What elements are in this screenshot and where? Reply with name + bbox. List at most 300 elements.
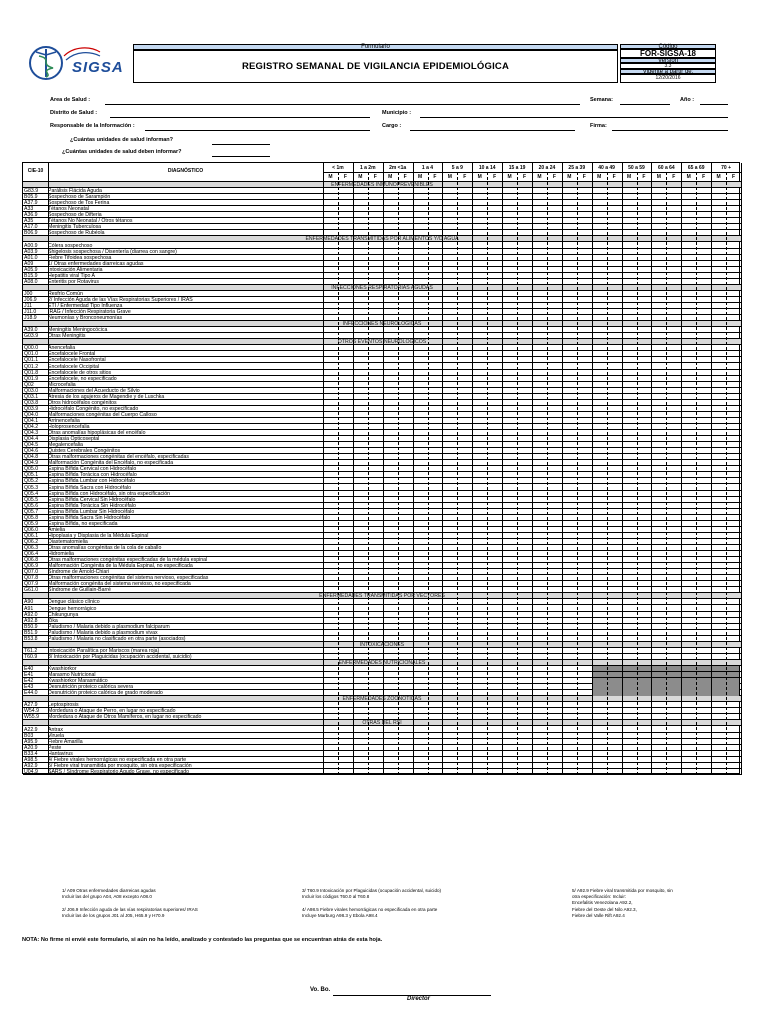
cie-code: Q05.8: [24, 514, 39, 521]
cie-code: J11.0: [24, 309, 37, 316]
sex-header-f: F: [343, 174, 347, 180]
diagnosis: ETI / Enfermedad Tipo Influenza: [48, 303, 123, 309]
age-group-header: 40 a 49: [598, 165, 615, 171]
age-group-header: 65 a 69: [687, 165, 705, 171]
cie-code: A33: [24, 206, 34, 213]
section-header: INTOXICACIONES: [23, 642, 741, 648]
note-3b: Incluir los códigos T60.0 al T60.8: [302, 894, 370, 899]
code-value: FOR-SIGSA-18: [620, 49, 716, 58]
sex-header-f: F: [731, 174, 736, 180]
diagnosis: 4/ Fiebre virales hemorrágicas no especificada en otra parte: [48, 756, 187, 763]
diagnosis: Desnutrición proteico calórica de grado moderado: [48, 690, 163, 697]
sex-header-f: F: [642, 174, 646, 180]
cie-code: A92.9: [24, 762, 38, 769]
cie-code: B05.9: [24, 194, 38, 201]
sex-divider: [487, 172, 488, 775]
diagnosis: Espina Bífida Torácica Sin Hidrocéfalo: [48, 502, 136, 509]
section-header: INFECCIONES NEUROLÓGICAS: [23, 321, 741, 327]
sex-header-m: M: [686, 174, 691, 180]
diagnosis: Atresia de los agujeros de Magendie y de Luschka: [48, 393, 165, 400]
cie-code: B03: [24, 732, 34, 739]
cie-code: B50.9: [24, 623, 38, 630]
cie-code: Q04.8: [24, 454, 39, 461]
cie-code: Q01.0: [24, 351, 39, 358]
note-4b: Incluye Marburg A98.3 y Ebola A98.4: [302, 913, 378, 918]
firma-input[interactable]: [612, 130, 728, 131]
col-divider: [622, 163, 623, 775]
diagnosis: Sospechoso de Tos Ferina: [48, 200, 110, 207]
col-divider: [711, 163, 712, 775]
note-5d: Fiebre del Oeste del Nilo A92.3,: [572, 907, 637, 912]
cie-code: A20.9: [24, 744, 38, 751]
sex-header-m: M: [477, 174, 482, 180]
sex-header-f: F: [522, 174, 527, 180]
sex-divider: [368, 172, 369, 775]
cie-code: B51.9: [24, 629, 38, 636]
cie-code: Q05.6: [24, 502, 39, 509]
age-group-header: 20 a 24: [538, 165, 556, 171]
section-header: INFECCIONES RESPIRATORIAS AGUDAS: [23, 285, 741, 291]
diagnosis: Intoxicación Alimentaria: [48, 266, 103, 273]
vigente-label: Vigente a partir de:: [620, 69, 716, 74]
cie-code: T61.2: [24, 647, 38, 654]
sex-divider: [547, 172, 548, 775]
diagnosis: Otras anomalías hipoplásicas del encéfalo: [48, 430, 146, 437]
area-label: Area de Salud :: [50, 97, 91, 103]
sex-header-m: M: [597, 174, 602, 180]
cie-code: A17.0: [24, 224, 38, 231]
diagnosis: Malformaciones congénitas del Cuerpo Calloso: [48, 411, 157, 418]
sex-divider: [577, 172, 578, 775]
diagnosis: Fiebre Amarilla: [48, 738, 83, 745]
municipio-input[interactable]: [420, 117, 728, 118]
cie-code: Q02: [24, 381, 34, 388]
diagnosis: Espina Bífida Cervical con Hidrocéfalo: [48, 466, 137, 473]
diagnosis: Mordedura o Ataque de Otros Mamíferos, en lugar no especificado: [48, 714, 202, 721]
diagnosis: Arrinencefalia: [48, 417, 80, 424]
sex-header-m: M: [567, 174, 572, 180]
cie-code: Q01.2: [24, 363, 39, 370]
cie-code: A22.9: [24, 726, 38, 733]
diagnosis: Dengue hemorrágico: [48, 605, 97, 612]
code-label: Código: [620, 44, 716, 49]
age-group-header: 60 a 64: [658, 165, 675, 171]
sex-header-f: F: [672, 174, 676, 180]
responsable-input[interactable]: [145, 130, 370, 131]
diagnosis: Leptospirosis: [48, 702, 79, 709]
cie-code: G61.0: [24, 587, 39, 594]
note-5a: 5/ A92.9 Fiebre viral transmitida por mosquito, sin: [572, 888, 673, 893]
sex-header-f: F: [552, 174, 556, 180]
version-value: 3.3: [620, 63, 716, 69]
sex-divider: [398, 172, 399, 775]
col-divider: [502, 163, 503, 775]
distrito-label: Distrito de Salud :: [50, 110, 98, 116]
sex-header-m: M: [358, 174, 363, 180]
cie-code: W54.9: [24, 708, 39, 715]
diagnosis: Sospechoso de Rubéola: [48, 230, 105, 237]
shaded-cells: [592, 666, 739, 671]
sex-header-f: F: [582, 174, 586, 180]
cie-code: J00: [24, 290, 33, 297]
cie-code: B33.4: [24, 750, 38, 757]
cie-code: Q06.2: [24, 538, 39, 545]
col-divider: [532, 163, 533, 775]
version-label: Versión: [620, 58, 716, 63]
diagnosis: Resfrío Común: [48, 290, 83, 297]
age-group-header: 70 +: [721, 165, 731, 171]
cie-code: Q01.8: [24, 369, 39, 376]
diagnosis: Peste: [48, 744, 62, 751]
section-header: ENFERMEDADES TRANSMITIDAS POR VECTORES: [23, 593, 741, 599]
diagnosis: 1/ Otras enfermedades diarreicas agudas: [48, 260, 144, 267]
responsable-label: Responsable de la Información :: [50, 123, 135, 129]
cie-code: J18.9: [24, 315, 37, 322]
diagnosis: Paludismo / Malaria debido a plasmodium falciparum: [48, 623, 170, 630]
cie-code: A39.0: [24, 327, 38, 334]
cie-code: W55.9: [24, 714, 39, 721]
director-label: Director: [407, 996, 431, 1002]
diagnosis: Espina Bífida con Hidrocéfalo, sin otra especificación: [48, 490, 170, 497]
diagnosis: Displasia Opticoseptal: [48, 436, 100, 443]
diagnosis: Encefalocele Occipital: [48, 363, 100, 370]
sex-header-m: M: [537, 174, 542, 180]
diagnosis: Espina Bífida Lumbar con Hidrocéfalo: [48, 478, 136, 485]
diagnosis: Espina Bífida Sacra con Hidrocéfalo: [48, 484, 132, 491]
age-group-header: 50 a 59: [628, 165, 645, 171]
cie-code: Q03.8: [24, 399, 39, 406]
diagnosis: Espina Bífida Sacra Sin Hidrocéfalo: [48, 514, 131, 521]
diagnosis: IRAG / Infección Respiratoria Grave: [48, 309, 131, 316]
cie-code: Q06.8: [24, 557, 39, 564]
sex-header-m: M: [417, 174, 423, 180]
diagnosis: Quistes Cerebrales Congénitos: [48, 448, 121, 455]
note-5c: Encefalitis Venezolana A92.2,: [572, 900, 633, 905]
sex-divider: [428, 172, 429, 775]
col-divider: [472, 163, 473, 775]
cie-code: Q00.0: [24, 345, 39, 352]
note-5e: Fiebre del Valle Rift A92.4: [572, 913, 625, 918]
diagnosis: Mordedura o Ataque de Perro, en lugar no especificado: [48, 708, 176, 715]
diagnosis: Otros hidrocéfalos congénitos: [48, 399, 117, 406]
col-divider: [651, 163, 652, 775]
anio-input[interactable]: [700, 104, 728, 105]
diagnosis: Síndrome de Guillain-Barré: [48, 587, 111, 594]
shaded-cells: [592, 672, 739, 677]
sex-divider: [607, 172, 608, 775]
cie-code: A03.9: [24, 248, 38, 255]
section-header: ENFERMEDADES ZOONÓTICAS: [23, 696, 741, 702]
diagnosis: Megalencefalia: [48, 442, 83, 449]
cie-code: Q03.0: [24, 387, 39, 394]
sex-divider: [517, 172, 518, 775]
age-group-header: 2m <1a: [389, 165, 407, 171]
diagnosis: Meningitis Meningocócica: [48, 327, 108, 334]
diagnosis: Encefalocele, no especificado: [48, 375, 117, 382]
anio-label: Año :: [680, 97, 695, 103]
cie-code: Q06.9: [24, 563, 39, 570]
cie-code: E42: [24, 678, 34, 685]
col-divider: [383, 163, 384, 775]
cie-code: J06.9: [24, 296, 37, 303]
age-group-header: 1 a 4: [421, 165, 434, 171]
diagnosis: SARS / Síndrome Respiratorio Agudo Grave, no especificado: [48, 768, 190, 775]
diagnosis: Hidromielia: [48, 551, 74, 558]
diagnosis: Amielia: [48, 526, 66, 533]
semana-label: Semana:: [590, 97, 613, 103]
note-1b: Incluir las del grupo A04, A08 excepto A08.0: [62, 894, 152, 899]
diagnosis: Hidrocéfalo Congénito, no especificado: [48, 405, 139, 412]
diagnosis: Otras anomalías congénitas de la cola de caballo: [48, 545, 162, 551]
diagnosis: Otras malformaciones congénitas del sistema nervioso, especificadas: [48, 575, 209, 582]
diagnosis: Antrax: [48, 726, 63, 733]
cie-code: Q06.4: [24, 551, 39, 558]
diagnosis: Desnutrición proteico calórica severa: [48, 684, 134, 691]
cie-code: A91: [24, 605, 34, 612]
sex-header-f: F: [463, 174, 467, 180]
cie-code: Q06.3: [24, 545, 39, 551]
cie-code: Q04.2: [24, 424, 39, 430]
diagnosis: Espina Bífida Cervical Sin Hidrocéfalo: [48, 496, 136, 503]
cie-code: Q05.1: [24, 472, 39, 479]
cie-code: A90: [24, 599, 34, 606]
col-divider: [442, 163, 443, 775]
diagnosis: Intoxicación Paralítica por Mariscos (marea roja): [48, 647, 160, 654]
sex-header-m: M: [328, 174, 333, 180]
cie-code: U04.9: [24, 768, 38, 775]
note-1a: 1/ A09 Otras enfermedades diarreicas agudas: [62, 888, 156, 893]
sex-divider: [457, 172, 458, 775]
cie-code: Q04.6: [24, 448, 39, 455]
sex-divider: [726, 172, 727, 775]
diagnosis: Chikungunya: [48, 611, 79, 618]
diagnosis: Sospechoso de Difteria: [48, 212, 102, 219]
cie-code: Q03.9: [24, 405, 39, 412]
cie-code: G83.9: [24, 188, 39, 195]
cie-code: Q04.3: [24, 430, 39, 437]
col-divider: [413, 163, 414, 775]
sex-header-m: M: [507, 174, 512, 180]
cie-code: Q07.0: [24, 569, 39, 576]
cie-code: Q06.1: [24, 532, 39, 539]
section-header: ENFERMEDADES INMUNOPREVENIBLES: [23, 182, 741, 188]
col-divider: [681, 163, 682, 775]
cie-code: A01.0: [24, 254, 38, 261]
diagnosis: Kwashiorkor: [48, 666, 77, 672]
informan-label: ¿Cuántas unidades de salud informan?: [70, 137, 173, 143]
diagnosis: Enteritis por Rotavirus: [48, 278, 100, 285]
diagnosis: Fiebre Tifoidea sospechosa: [48, 254, 112, 261]
diagnosis: Marasmo Nutricional: [48, 672, 96, 679]
municipio-label: Municipio :: [382, 110, 412, 116]
note-2a: 2/ J06.9 Infección aguda de las vías respiratorias superiores/ IRAS: [62, 907, 198, 912]
cie-code: E43: [24, 684, 34, 691]
area-input[interactable]: [105, 104, 580, 105]
cie-code: Q07.9: [24, 581, 39, 588]
shaded-cells: [592, 690, 739, 695]
col-divider: [741, 163, 742, 775]
age-group-header: 25 a 39: [568, 165, 586, 171]
cie-code: Q05.4: [24, 490, 39, 497]
cie-code: Q04.5: [24, 442, 39, 449]
age-group-header: 10 a 14: [478, 165, 496, 171]
surveillance-table: [22, 162, 740, 774]
diagnosis: Malformación Congénita de la Médula Espinal, no especificada: [48, 563, 193, 570]
cie-code: Q03.1: [24, 393, 39, 400]
cie-code: E40: [24, 666, 34, 672]
diagnosis: Anencefalia: [48, 345, 76, 352]
deben-label: ¿Cuántas unidades de salud deben informar?: [62, 149, 182, 155]
diagnosis: Malformación congénita del sistema nervioso, no especificada: [48, 581, 191, 588]
cie-code: A98.5: [24, 756, 38, 763]
cie-code: Q06.0: [24, 526, 39, 533]
sex-header-f: F: [612, 174, 616, 180]
diagnosis: Encefalocele de otros sitios: [48, 369, 112, 376]
age-group-header: < 1m: [332, 165, 344, 171]
section-header: ENFERMEDADES NUTRICIONALES: [23, 660, 741, 666]
cie-code: Q04.9: [24, 460, 39, 467]
note-2b: Incluir las de los grupos J01 al J05, H65.9 y H70.9: [62, 913, 165, 918]
diagnosis: Síndrome de Arnold-Chiari: [48, 569, 110, 576]
diagnosis: Tétanos Neonatal: [48, 206, 89, 213]
section-header: ENFERMEDADES TRANSMITIDAS POR ALIMENTOS Y/O AGUA: [23, 236, 741, 242]
cie-code: E44.0: [24, 690, 38, 697]
sex-divider: [637, 172, 638, 775]
diagnosis: Shigelosis sospechosa / Disentería (diarrea con sangre): [48, 248, 177, 255]
diagnosis: 3/ Intoxicación por Plaguicidas (ocupación accidental, suicidio): [48, 653, 192, 660]
diagnosis: Kwashiorkor Marasmático: [48, 678, 108, 685]
age-group-header: 1 a 2m: [359, 165, 376, 171]
diagnosis: Cólera sospechoso: [48, 242, 93, 249]
deben-input[interactable]: [212, 156, 270, 157]
sex-divider: [666, 172, 667, 775]
cie-code: A35: [24, 218, 34, 225]
cie-code: T60.9: [24, 653, 38, 660]
diagnosis: Otras malformaciones congénitas del encéfalo, especificadas: [48, 454, 190, 461]
sex-header-m: M: [447, 174, 452, 180]
diagnosis: Diastematomielia: [48, 538, 88, 545]
diagnosis: Dengue clásico clínico: [48, 599, 100, 606]
diagnosis: Sospechoso de Sarampión: [48, 194, 111, 201]
diagnosis: Neumonías y Bronconeumonías: [48, 315, 123, 322]
firma-label: Firma:: [590, 123, 607, 129]
sex-header-m: M: [716, 174, 721, 180]
cie-code: Q05.9: [24, 520, 39, 527]
diagnosis: Espina Bífida Torácica con Hidrocéfalo: [48, 472, 137, 479]
cie-code: Q05.0: [24, 466, 39, 473]
cie-code: A95.9: [24, 738, 38, 745]
sex-header-m: M: [656, 174, 661, 180]
cie-code: B53.8: [24, 635, 38, 642]
cie-code: A92.0: [24, 611, 38, 618]
cie-code: J11: [24, 303, 32, 309]
cie-code: Q05.3: [24, 484, 39, 491]
cie-code: A08.0: [24, 278, 38, 285]
page-title: REGISTRO SEMANAL DE VIGILANCIA EPIDEMIOLÓGICA: [133, 50, 618, 83]
logo-text: SIGSA: [72, 59, 124, 76]
sex-divider: [338, 172, 339, 775]
diagnosis: Paludismo / Malaria no clasificado en otra parte (asociados): [48, 635, 186, 642]
section-header: OTROS EVENTOS NEUROLÓGICOS: [23, 339, 741, 345]
cie-code: A36.9: [24, 212, 38, 219]
cie-code: Q04.0: [24, 411, 39, 418]
cie-code: B15.9: [24, 272, 38, 279]
warning-note: NOTA: No firme ni envié este formulario, si aún no ha leído, analizado y contestado las preguntas que se encuentran atrás de esta hoja.: [22, 937, 383, 943]
sigsa-logo: [24, 42, 132, 86]
cie-code: Q07.8: [24, 575, 39, 582]
cie-code: Q01.1: [24, 357, 39, 364]
sex-header-m: M: [626, 174, 632, 180]
cie-code: Q01.9: [24, 375, 39, 382]
diagnosis: 5/ Fiebre viral transmitida por mosquito, sin otra especificación: [48, 762, 192, 769]
distrito-input[interactable]: [110, 117, 370, 118]
cie-code: E41: [24, 672, 34, 679]
cie-code: A27.9: [24, 702, 38, 709]
diagnosis: Otras malformaciones congénitas especificadas de la médula espinal: [48, 557, 208, 564]
note-3a: 3/ T60.9 Intoxicación por Plaguicidas (ocupación accidental, suicido): [302, 888, 442, 893]
col-divider: [592, 163, 593, 775]
diagnosis: Espina Bífida, no especificada: [48, 520, 118, 527]
diagnosis: Microcefalia: [48, 381, 76, 388]
diagnosis: Hepatitis viral Tipo A: [48, 272, 95, 279]
note-4a: 4/ A98.5 Fiebre virales hemorrágicas no especificada en otra parte: [302, 907, 438, 912]
diagnosis: Hipoplasia y Displasia de la Médula Espinal: [48, 532, 149, 539]
note-5b: otra especificación: Incluir:: [572, 894, 627, 899]
cargo-label: Cargo :: [382, 123, 402, 129]
cie-code: Q04.4: [24, 436, 39, 443]
diagnosis: Espina Bífida Lumbar Sin Hidrocéfalo: [48, 508, 135, 515]
diagnosis: Parálisis Flácida Aguda: [48, 188, 102, 195]
diagnosis: Tétanos No Neonatal / Otros tétanos: [48, 218, 133, 225]
col-divider: [562, 163, 563, 775]
diagnosis: Malformación Congénita del Encéfalo, no especificada: [48, 460, 174, 467]
informan-input[interactable]: [212, 144, 270, 145]
cie-code: A09: [24, 260, 34, 267]
cie-code: A05.9: [24, 266, 38, 273]
sex-header-f: F: [373, 174, 377, 180]
shaded-cells: [592, 684, 739, 689]
cie-code: Q05.7: [24, 508, 39, 515]
age-group-header: 15 a 19: [508, 165, 526, 171]
sex-divider: [696, 172, 697, 775]
cie-code: Q05.2: [24, 478, 39, 485]
col-header-cie: CIE-10: [27, 168, 44, 174]
cie-code: A00.9: [24, 242, 38, 249]
sex-header-m: M: [388, 174, 393, 180]
diagnosis: Paludismo / Malaria debido a plasmodium vivax: [48, 629, 158, 636]
sex-header-f: F: [702, 174, 706, 180]
col-divider: [353, 163, 354, 775]
cie-code: A92.8: [24, 617, 38, 624]
sex-header-f: F: [403, 174, 407, 180]
diagnosis: Malformaciones del Acueducto de Silvio: [48, 387, 140, 394]
cie-code: Q04.1: [24, 417, 39, 424]
diagnosis: 2/ Infección Aguda de las Vías Respiratorias Superiores / IRAS: [48, 296, 193, 303]
diagnosis: Viruela: [48, 732, 65, 739]
cie-code: A37.9: [24, 200, 38, 207]
shaded-cells: [592, 678, 739, 683]
age-group-header: 5 a 9: [451, 165, 463, 171]
sex-header-f: F: [493, 174, 497, 180]
col-header-diagnostico: DIAGNÓSTICO: [167, 168, 204, 174]
cargo-input[interactable]: [410, 130, 575, 131]
vobo-label: Vo. Bo.: [310, 987, 331, 993]
sex-header-f: F: [433, 174, 437, 180]
diagnosis: Hantavirus: [48, 750, 73, 757]
cie-code: G03.9: [24, 333, 39, 340]
semana-input[interactable]: [620, 104, 670, 105]
col-divider: [48, 163, 49, 775]
